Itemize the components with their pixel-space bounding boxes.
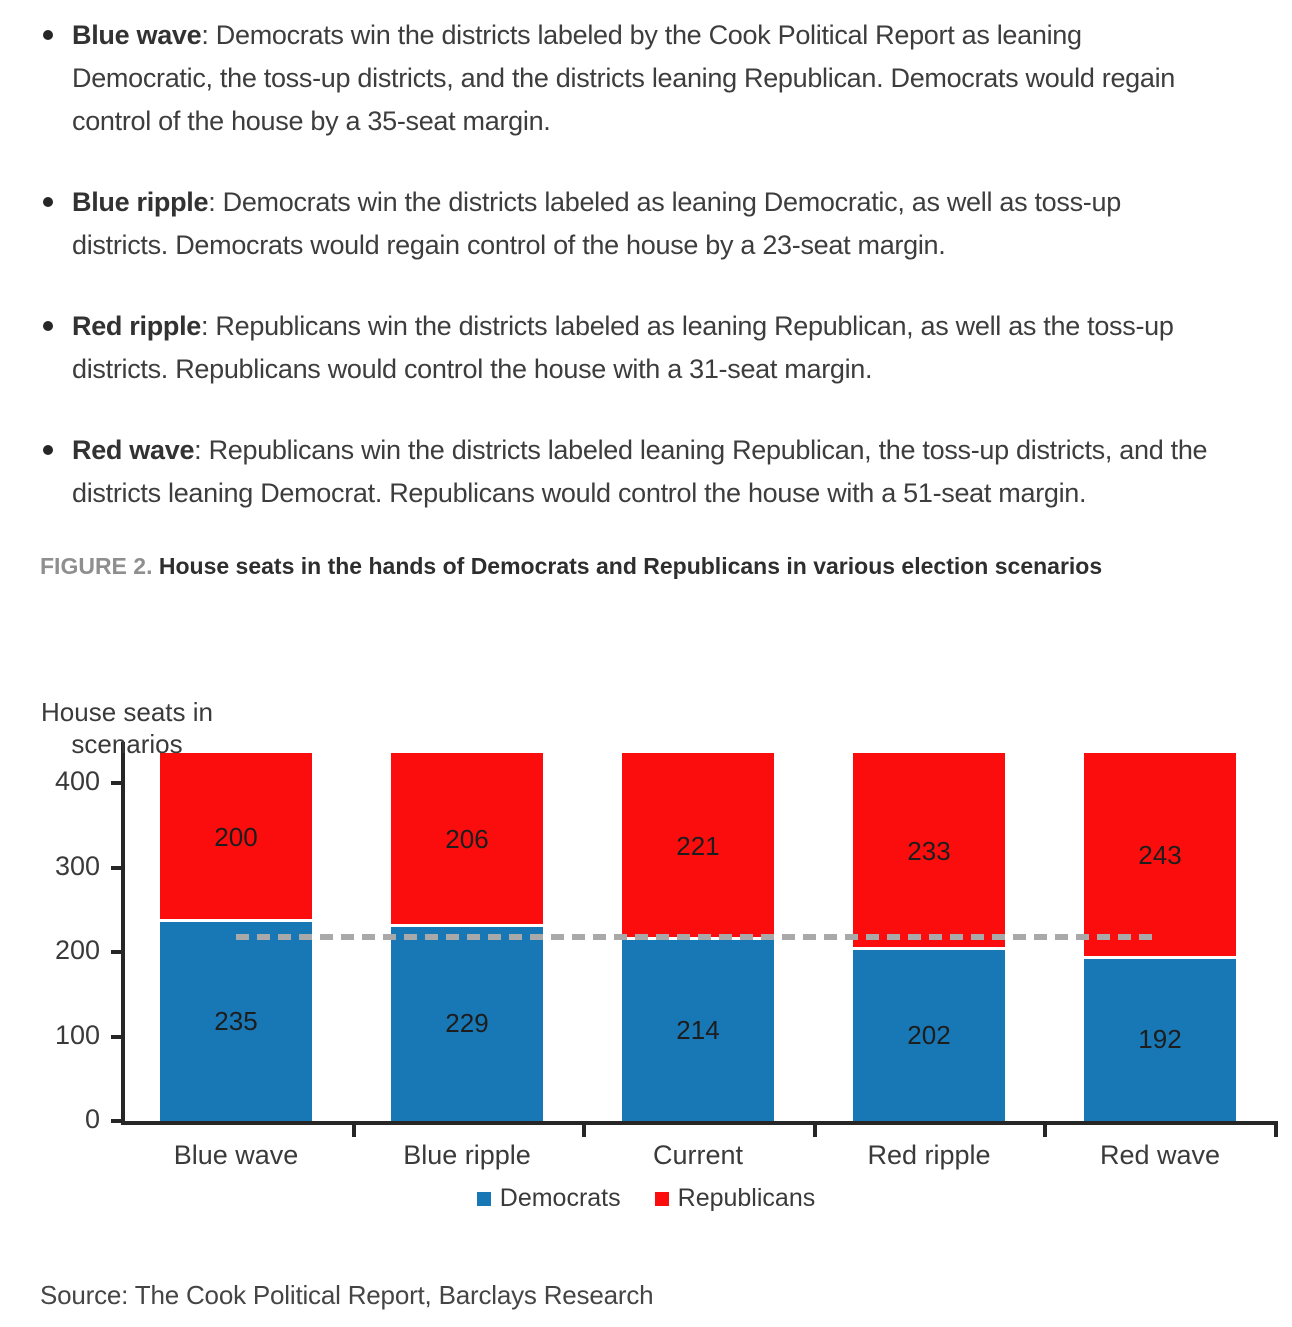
bar-value-label-republicans: 206 xyxy=(445,824,489,855)
scenario-text: : Republicans win the districts labeled as leaning Republican, as well as the toss-up districts. Republicans would control the house with a 31-seat margin. xyxy=(72,311,1174,384)
majority-threshold-dashed-line xyxy=(236,934,1160,940)
bar-value-label-democrats: 214 xyxy=(676,1014,720,1045)
source-note: Source: The Cook Political Report, Barclays Research xyxy=(40,1280,654,1310)
legend-swatch-republicans xyxy=(655,1192,669,1206)
y-tick xyxy=(111,866,121,870)
scenario-name: Blue ripple xyxy=(72,187,209,217)
scenario-name: Blue wave xyxy=(72,20,202,50)
figure-caption xyxy=(40,553,1252,580)
bar-value-label-republicans: 233 xyxy=(907,835,951,866)
bar-value-label-republicans: 221 xyxy=(676,830,720,861)
y-tick-label: 0 xyxy=(84,1104,100,1134)
x-tick xyxy=(582,1121,586,1137)
legend-item-democrats xyxy=(477,1184,621,1213)
list-item-red-ripple xyxy=(72,305,1222,391)
y-tick-label: 100 xyxy=(54,1019,100,1050)
scenario-name: Red wave xyxy=(72,435,195,465)
list-item-red-wave xyxy=(72,429,1222,515)
y-axis-title xyxy=(38,696,216,760)
y-tick xyxy=(111,1035,121,1039)
chart-legend xyxy=(0,1184,1292,1213)
scenario-text: : Democrats win the districts labeled by the Cook Political Report as leaning Democratic, the toss-up districts, and the districts leaning Republican. Democrats would regain control of the house by a 35-seat margin. xyxy=(72,20,1176,136)
bar-value-label-republicans: 200 xyxy=(214,821,258,852)
y-tick-label: 400 xyxy=(54,766,100,796)
x-axis-label-current: Current xyxy=(652,1140,744,1170)
scenario-list xyxy=(72,14,1222,515)
scenario-text: : Democrats win the districts labeled as leaning Democratic, as well as toss-up districts. Democrats would regain control of the house by a 23-seat margin. xyxy=(72,187,1121,260)
scenario-text: : Republicans win the districts labeled leaning Republican, the toss-up districts, and the districts leaning Democrat. Republicans would control the house with a 51-seat margin. xyxy=(72,435,1208,508)
x-axis-label-blue-wave: Blue wave xyxy=(173,1140,299,1170)
bar-value-label-republicans: 243 xyxy=(1138,840,1182,871)
y-tick-label: 200 xyxy=(54,935,100,965)
x-axis-label-blue-ripple: Blue ripple xyxy=(403,1140,531,1170)
y-tick-label: 300 xyxy=(54,850,100,881)
x-tick xyxy=(1043,1121,1047,1137)
scenario-name: Red ripple xyxy=(72,311,202,341)
legend-item-republicans xyxy=(655,1184,816,1213)
x-axis-label-red-wave: Red wave xyxy=(1099,1140,1221,1170)
figure-2-chart xyxy=(0,690,1292,1250)
x-tick xyxy=(813,1121,817,1137)
bar-value-label-democrats: 192 xyxy=(1138,1023,1182,1054)
list-item-blue-wave xyxy=(72,14,1222,143)
legend-label: Republicans xyxy=(677,1184,816,1212)
legend-swatch-democrats xyxy=(477,1192,491,1206)
x-axis-line xyxy=(121,1121,1278,1125)
bar-value-label-democrats: 202 xyxy=(907,1019,951,1050)
legend-label: Democrats xyxy=(499,1184,621,1212)
y-axis-title-line: House seats in xyxy=(41,697,213,727)
y-axis-title-line: scenarios xyxy=(71,729,183,759)
x-axis-label-red-ripple: Red ripple xyxy=(867,1140,991,1170)
bar-value-label-democrats: 235 xyxy=(214,1005,258,1036)
figure-number: FIGURE 2. xyxy=(40,553,153,579)
y-tick xyxy=(111,1119,121,1123)
y-axis-line xyxy=(121,742,125,1125)
x-tick xyxy=(1274,1121,1278,1137)
bar-value-label-democrats: 229 xyxy=(445,1008,489,1039)
y-tick xyxy=(111,950,121,954)
y-tick xyxy=(111,781,121,785)
figure-title: House seats in the hands of Democrats and Republicans in various election scenarios xyxy=(158,553,1103,579)
x-tick xyxy=(352,1121,356,1137)
list-item-blue-ripple xyxy=(72,181,1222,267)
